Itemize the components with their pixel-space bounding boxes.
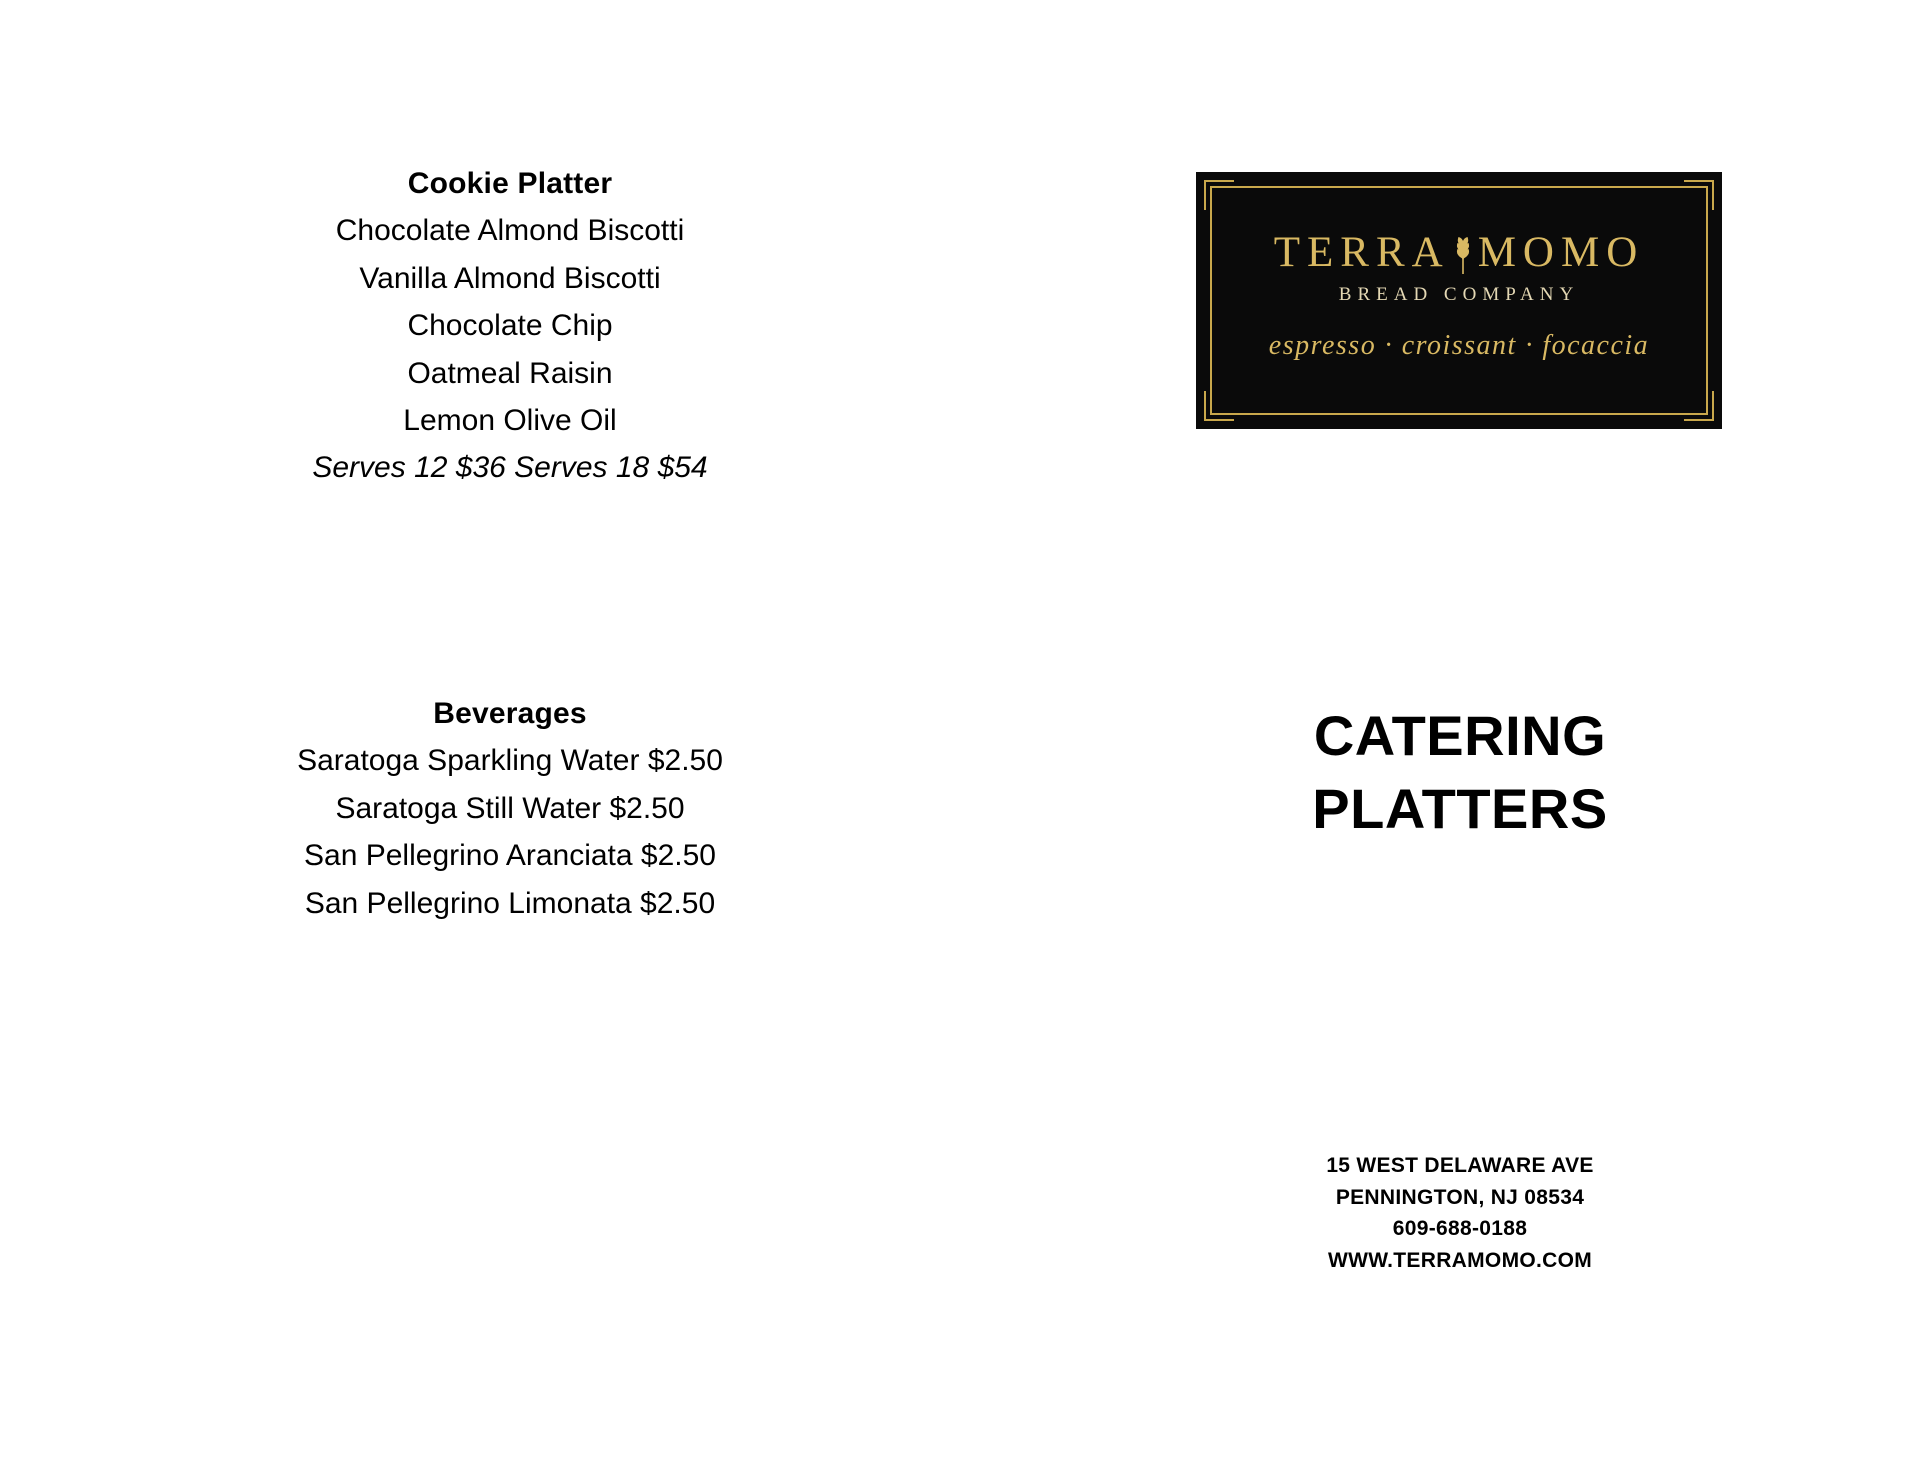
logo-corner-icon <box>1204 391 1234 421</box>
wheat-icon <box>1450 236 1476 276</box>
cookie-platter-serves-pricing: Serves 12 $36 Serves 18 $54 <box>312 451 708 485</box>
address-street: 15 WEST DELAWARE AVE <box>1326 1154 1594 1177</box>
menu-item: Oatmeal Raisin <box>407 356 613 390</box>
logo-subtitle: BREAD COMPANY <box>1338 284 1580 305</box>
logo-name-right: MOMO <box>1477 229 1645 276</box>
menu-item: Saratoga Still Water $2.50 <box>335 791 685 825</box>
terra-momo-logo <box>1196 172 1722 429</box>
menu-item: Chocolate Chip <box>407 309 613 343</box>
page-title-line2: PLATTERS <box>1312 776 1608 840</box>
address-city-state-zip: PENNINGTON, NJ 08534 <box>1335 1185 1585 1209</box>
menu-item: Lemon Olive Oil <box>403 403 617 437</box>
contact-info <box>1160 1150 1760 1276</box>
website-url: WWW.TERRAMOMO.COM <box>1327 1248 1593 1272</box>
phone-number: 609-688-0188 <box>1392 1217 1528 1240</box>
cookie-platter-title: Cookie Platter <box>407 167 613 200</box>
menu-item: San Pellegrino Limonata $2.50 <box>304 886 716 920</box>
menu-item: San Pellegrino Aranciata $2.50 <box>304 839 716 873</box>
logo-corner-icon <box>1684 180 1714 210</box>
logo-corner-icon <box>1684 391 1714 421</box>
menu-item: Saratoga Sparkling Water $2.50 <box>297 744 723 778</box>
logo-name-left: TERRA <box>1273 229 1450 276</box>
logo-tagline: espresso · croissant · focaccia <box>1268 330 1650 361</box>
cookie-platter-section <box>150 160 870 492</box>
menu-item: Vanilla Almond Biscotti <box>359 261 661 295</box>
logo-wordmark <box>1196 228 1722 277</box>
logo-corner-icon <box>1204 180 1234 210</box>
menu-item: Chocolate Almond Biscotti <box>335 214 685 248</box>
page-title-line1: CATERING <box>1313 704 1607 767</box>
beverages-title: Beverages <box>433 697 587 730</box>
beverages-section <box>150 690 870 927</box>
page-title <box>1160 700 1760 846</box>
